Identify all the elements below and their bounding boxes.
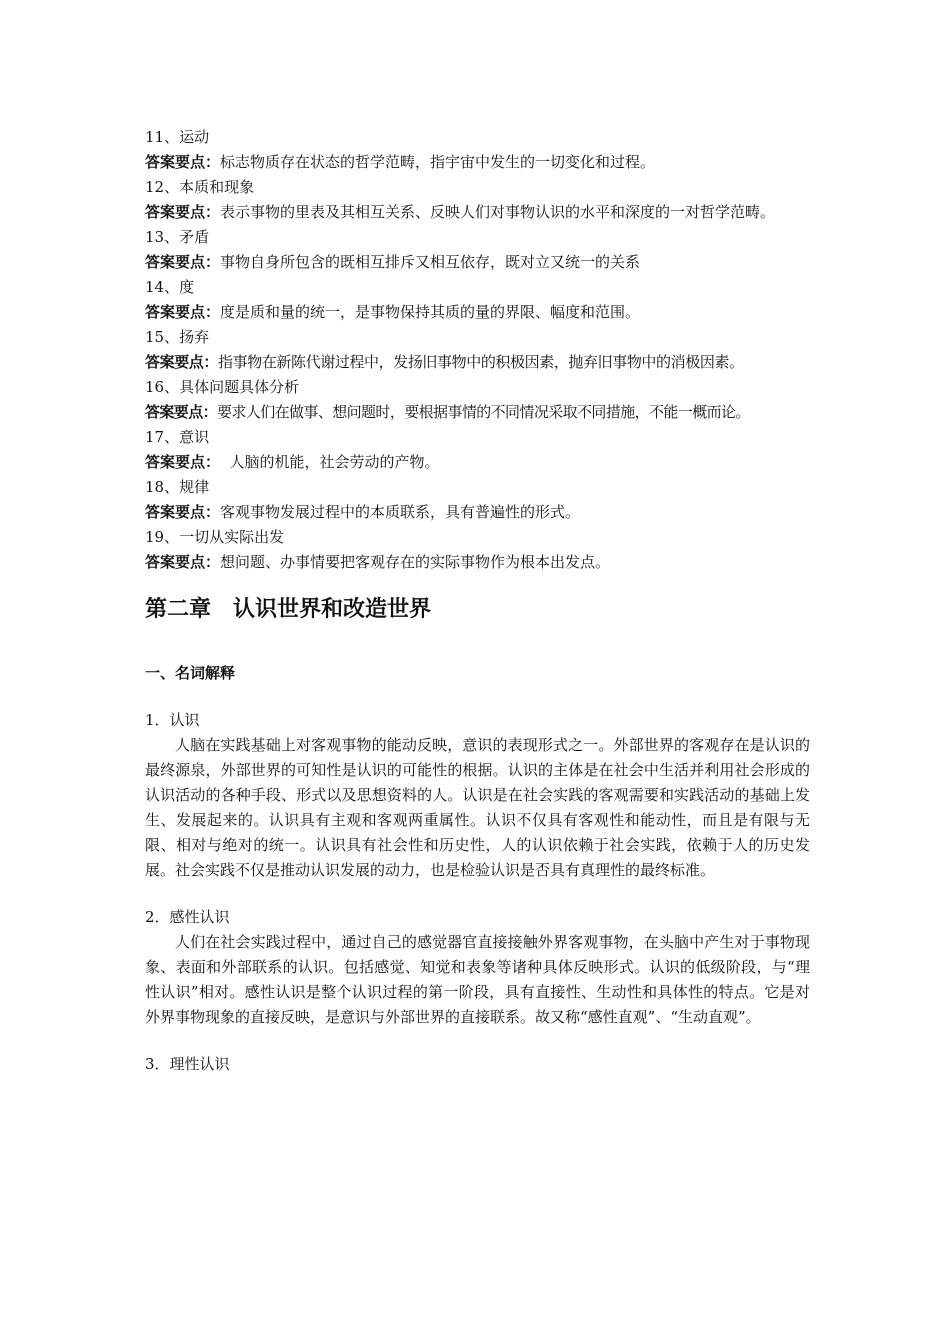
answer-text: 表示事物的里表及其相互关系、反映人们对事物认识的水平和深度的一对哲学范畴。 bbox=[220, 203, 776, 221]
answer-line bbox=[145, 350, 825, 375]
qa-item bbox=[145, 525, 825, 575]
answer-label: 答案要点： bbox=[145, 453, 221, 471]
qa-item bbox=[145, 325, 825, 375]
term-definition bbox=[145, 905, 825, 1030]
term-heading: 19、一切从实际出发 bbox=[145, 528, 285, 546]
answer-text: 事物自身所包含的既相互排斥又相互依存，既对立又统一的关系 bbox=[220, 253, 641, 271]
term-definition bbox=[145, 1052, 825, 1077]
term-heading: 12、本质和现象 bbox=[145, 178, 255, 196]
qa-item bbox=[145, 125, 825, 175]
answer-label: 答案要点： bbox=[145, 203, 221, 221]
term-heading: 17、意识 bbox=[145, 428, 210, 446]
term-heading: 18、规律 bbox=[145, 478, 210, 496]
answer-line bbox=[145, 400, 825, 425]
answer-text: 度是质和量的统一，是事物保持其质的量的界限、幅度和范围。 bbox=[220, 303, 641, 321]
answer-line bbox=[145, 300, 825, 325]
term-definition bbox=[145, 708, 825, 883]
answer-label: 答案要点： bbox=[145, 553, 221, 571]
document-content bbox=[145, 125, 825, 1077]
section-title: 一、名词解释 bbox=[145, 664, 236, 682]
term-body: 人脑在实践基础上对客观事物的能动反映，意识的表现形式之一。外部世界的客观存在是认识的最终源泉，外部世界的可知性是认识的可能性的根据。认识的主体是在社会中生活并利用社会形成的认识活动的各种手段、形式以及思想资料的人。认识是在社会实践的客观需要和实践活动的基础上发生、发展起来的。认识具有主观和客观两重属性。认识不仅具有客观性和能动性，而且是有限与无限、相对与绝对的统一。认识具有社会性和历史性，人的认识依赖于社会实践，依赖于人的历史发展。社会实践不仅是推动认识发展的动力，也是检验认识是否具有真理性的最终标准。 bbox=[145, 736, 810, 879]
answer-line bbox=[145, 200, 825, 225]
answer-text: 客观事物发展过程中的本质联系，具有普遍性的形式。 bbox=[220, 503, 581, 521]
answer-line bbox=[145, 450, 825, 475]
term-heading: 11、运动 bbox=[145, 128, 210, 146]
term-heading: 14、度 bbox=[145, 278, 195, 296]
qa-item bbox=[145, 225, 825, 275]
qa-item bbox=[145, 175, 825, 225]
answer-label: 答案要点： bbox=[145, 353, 219, 371]
answer-line bbox=[145, 150, 825, 175]
qa-item bbox=[145, 425, 825, 475]
answer-text: 人脑的机能，社会劳动的产物。 bbox=[220, 453, 440, 471]
answer-label: 答案要点： bbox=[145, 503, 221, 521]
answer-label: 答案要点： bbox=[145, 253, 221, 271]
term-heading: 15、扬弃 bbox=[145, 328, 210, 346]
answer-label: 答案要点： bbox=[145, 303, 221, 321]
term-heading: 13、矛盾 bbox=[145, 228, 210, 246]
term-title: 3．理性认识 bbox=[145, 1055, 230, 1073]
answer-line bbox=[145, 550, 825, 575]
answer-line bbox=[145, 500, 825, 525]
qa-item bbox=[145, 375, 825, 425]
term-title: 1．认识 bbox=[145, 711, 200, 729]
chapter-title: 第二章 认识世界和改造世界 bbox=[145, 597, 432, 622]
qa-item bbox=[145, 475, 825, 525]
term-title: 2．感性认识 bbox=[145, 908, 230, 926]
answer-text: 想问题、办事情要把客观存在的实际事物作为根本出发点。 bbox=[220, 553, 611, 571]
term-body: 人们在社会实践过程中，通过自己的感觉器官直接接触外界客观事物，在头脑中产生对于事物现象、表面和外部联系的认识。包括感觉、知觉和表象等诸种具体反映形式。认识的低级阶段，与“理性认识”相对。感性认识是整个认识过程的第一阶段，具有直接性、生动性和具体性的特点。它是对外界事物现象的直接反映，是意识与外部世界的直接联系。故又称“感性直观”、“生动直观”。 bbox=[145, 933, 810, 1026]
answer-text: 要求人们在做事、想问题时，要根据事情的不同情况采取不同措施，不能一概而论。 bbox=[217, 403, 750, 421]
answer-label: 答案要点： bbox=[145, 153, 221, 171]
answer-line bbox=[145, 250, 825, 275]
answer-text: 指事物在新陈代谢过程中，发扬旧事物中的积极因素，抛弃旧事物中的消极因素。 bbox=[218, 353, 744, 371]
qa-item bbox=[145, 275, 825, 325]
term-heading: 16、具体问题具体分析 bbox=[145, 378, 300, 396]
answer-text: 标志物质存在状态的哲学范畴，指宇宙中发生的一切变化和过程。 bbox=[220, 153, 656, 171]
answer-label: 答案要点： bbox=[145, 403, 218, 421]
qa-list bbox=[145, 125, 825, 575]
